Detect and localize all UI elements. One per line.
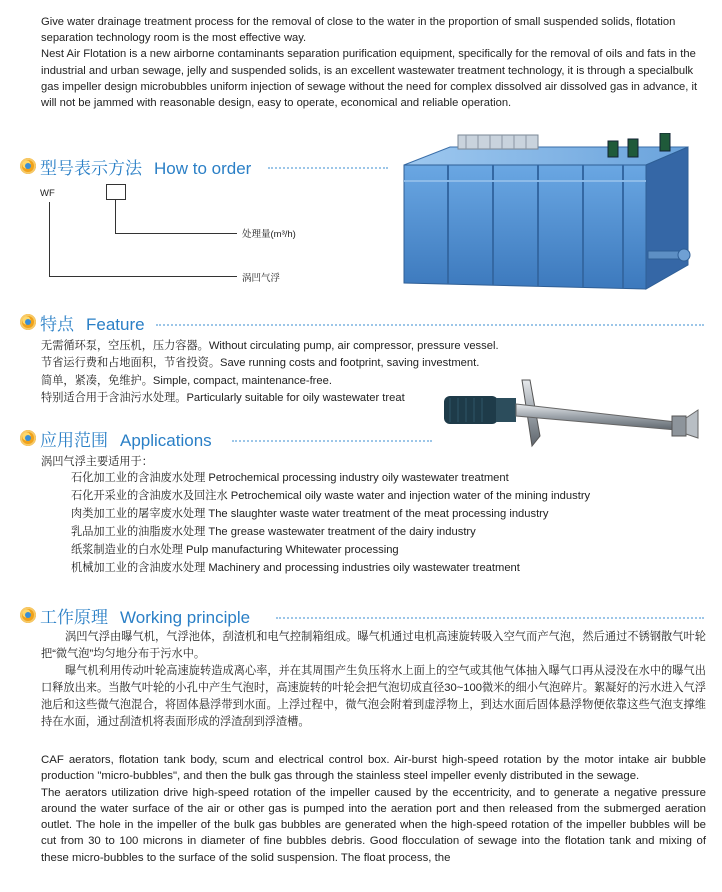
- application-item: 乳品加工业的油脂废水处理 The grease wastewater treatment of the dairy industry: [71, 525, 476, 538]
- principle-en-paragraph: CAF aerators, flotation tank body, scum and electrical control box. Air-burst high-speed rotation by the motor intake air bubble production "micro-bubbles", and then the bulk gas through the stainless steel impeller evenly distributed in the sewage.: [41, 754, 706, 783]
- application-item: 石化加工业的含油废水处理 Petrochemical processing industry oily wastewater treatment: [71, 472, 509, 485]
- section-title-zh: 工作原理: [40, 607, 108, 627]
- capacity-leader-line: [115, 199, 116, 233]
- aerator-image: [440, 376, 702, 450]
- application-item: 机械加工业的含油废水处理 Machinery and processing industries oily wastewater treatment: [71, 561, 520, 574]
- model-prefix: WF: [40, 188, 55, 199]
- section-title-en: Applications: [120, 430, 212, 450]
- section-divider: [268, 167, 388, 169]
- section-divider: [232, 440, 432, 442]
- feature-item: 简单，紧凑，免维护。Simple, compact, maintenance-free.: [41, 374, 332, 387]
- principle-zh-paragraph: 曝气机利用传动叶轮高速旋转造成离心率，并在其周围产生负压将水上面上的空气或其他气体抽入曝气口再从浸没在水中的曝气出口释放出来。当散气叶轮的小孔中产生气泡时，高速旋转的叶轮会把气泡切成直径30~100微米的细小气泡碎片。絮凝好的污水进入气浮池后和这些微气泡混合，将固体悬浮带到水面。上浮过程中，微气泡会附着到虚浮物上，到达水面后固体悬浮物便依靠这些气泡支撑维持在水面，通过刮渣机将表面形成的浮渣刮到浮渣槽。: [41, 665, 706, 728]
- capacity-box: [106, 184, 126, 200]
- intro-text: [41, 14, 706, 111]
- principle-en-text: [41, 752, 706, 867]
- capacity-leader-line-h: [115, 233, 237, 234]
- section-title-en: Feature: [86, 314, 145, 334]
- model-code-diagram: [40, 184, 340, 294]
- application-item: 纸浆制造业的白水处理 Pulp manufacturing Whitewater processing: [71, 543, 399, 556]
- section-heading-feature: [20, 310, 145, 334]
- capacity-label: 处理量(m³/h): [242, 229, 296, 240]
- section-title-zh: 型号表示方法: [40, 158, 142, 178]
- flotation-tank-image: [398, 133, 704, 295]
- section-bullet-icon: [20, 607, 36, 623]
- applications-lead: 涡凹气浮主要适用于：: [41, 456, 153, 468]
- feature-item: 特别适合用于含油污水处理。Particularly suitable for oily wastewater treat: [41, 391, 405, 404]
- feature-item: 无需循环泵，空压机，压力容器。Without circulating pump, air compressor, pressure vessel.: [41, 340, 499, 352]
- section-title-en: How to order: [154, 158, 252, 178]
- section-heading-applications: [20, 426, 212, 450]
- section-bullet-icon: [20, 158, 36, 174]
- prefix-leader-line: [49, 202, 50, 276]
- section-divider: [276, 617, 704, 619]
- type-label: 涡凹气浮: [242, 273, 281, 284]
- prefix-leader-line-h: [49, 276, 237, 277]
- section-title-zh: 应用范围: [40, 430, 108, 450]
- section-title-zh: 特点: [40, 314, 74, 334]
- section-divider: [156, 324, 704, 326]
- section-bullet-icon: [20, 430, 36, 446]
- section-title-en: Working principle: [120, 607, 251, 627]
- intro-paragraph-2: Nest Air Flotation is a new airborne contaminants separation purification equipment, specifically for the removal of oils and fats in the industrial and urban sewage, jelly and suspended solids, is an excellent wastewater treatment technology, it is through a specialbulk gas impeller design microbubbles uniform injection of sewage without the need for complex dissolved air dissolved gas in advance, it will not be jammed with reasonable design, easy to operate, economical and reliable operation.: [41, 48, 698, 110]
- principle-zh-paragraph: 涡凹气浮由曝气机，气浮池体，刮渣机和电气控制箱组成。曝气机通过电机高速旋转吸入空气而产气泡，然后通过不锈钢散气叶轮把“微气泡”均匀地分布于污水中。: [41, 631, 706, 660]
- application-item: 石化开采业的含油废水及回注水 Petrochemical oily waste water and injection water of the mining industry: [71, 490, 591, 503]
- principle-en-paragraph: The aerators utilization drive high-speed rotation of the impeller caused by the eccentricity, and to generate a negative pressure around the water surface of the air or other gas is pumped into the aeration port and then released from the submerged aeration outlet. The hole in the impeller of the bulk gas bubbles are generated when the high-speed rotation of the impeller bubbles will be cut from 30 to 100 microns in diameter of fine bubbles debris. Good flocculation of sewage into the flotation tank and mixing of these micro-bubbles to the surface of the solid suspension. The float process, the: [41, 787, 706, 864]
- intro-paragraph-1: Give water drainage treatment process for the removal of close to the water in the proportion of small suspended solids, flotation separation technology room is the most effective way.: [41, 16, 676, 45]
- applications-list: [41, 454, 706, 578]
- principle-zh-text: [41, 629, 706, 731]
- section-bullet-icon: [20, 314, 36, 330]
- section-heading-principle: [20, 603, 250, 627]
- section-heading-order: [20, 154, 251, 178]
- application-item: 肉类加工业的屠宰废水处理 The slaughter waste water treatment of the meat processing industry: [71, 508, 549, 521]
- feature-item: 节省运行费和占地面积，节省投资。Save running costs and footprint, saving investment.: [41, 357, 480, 370]
